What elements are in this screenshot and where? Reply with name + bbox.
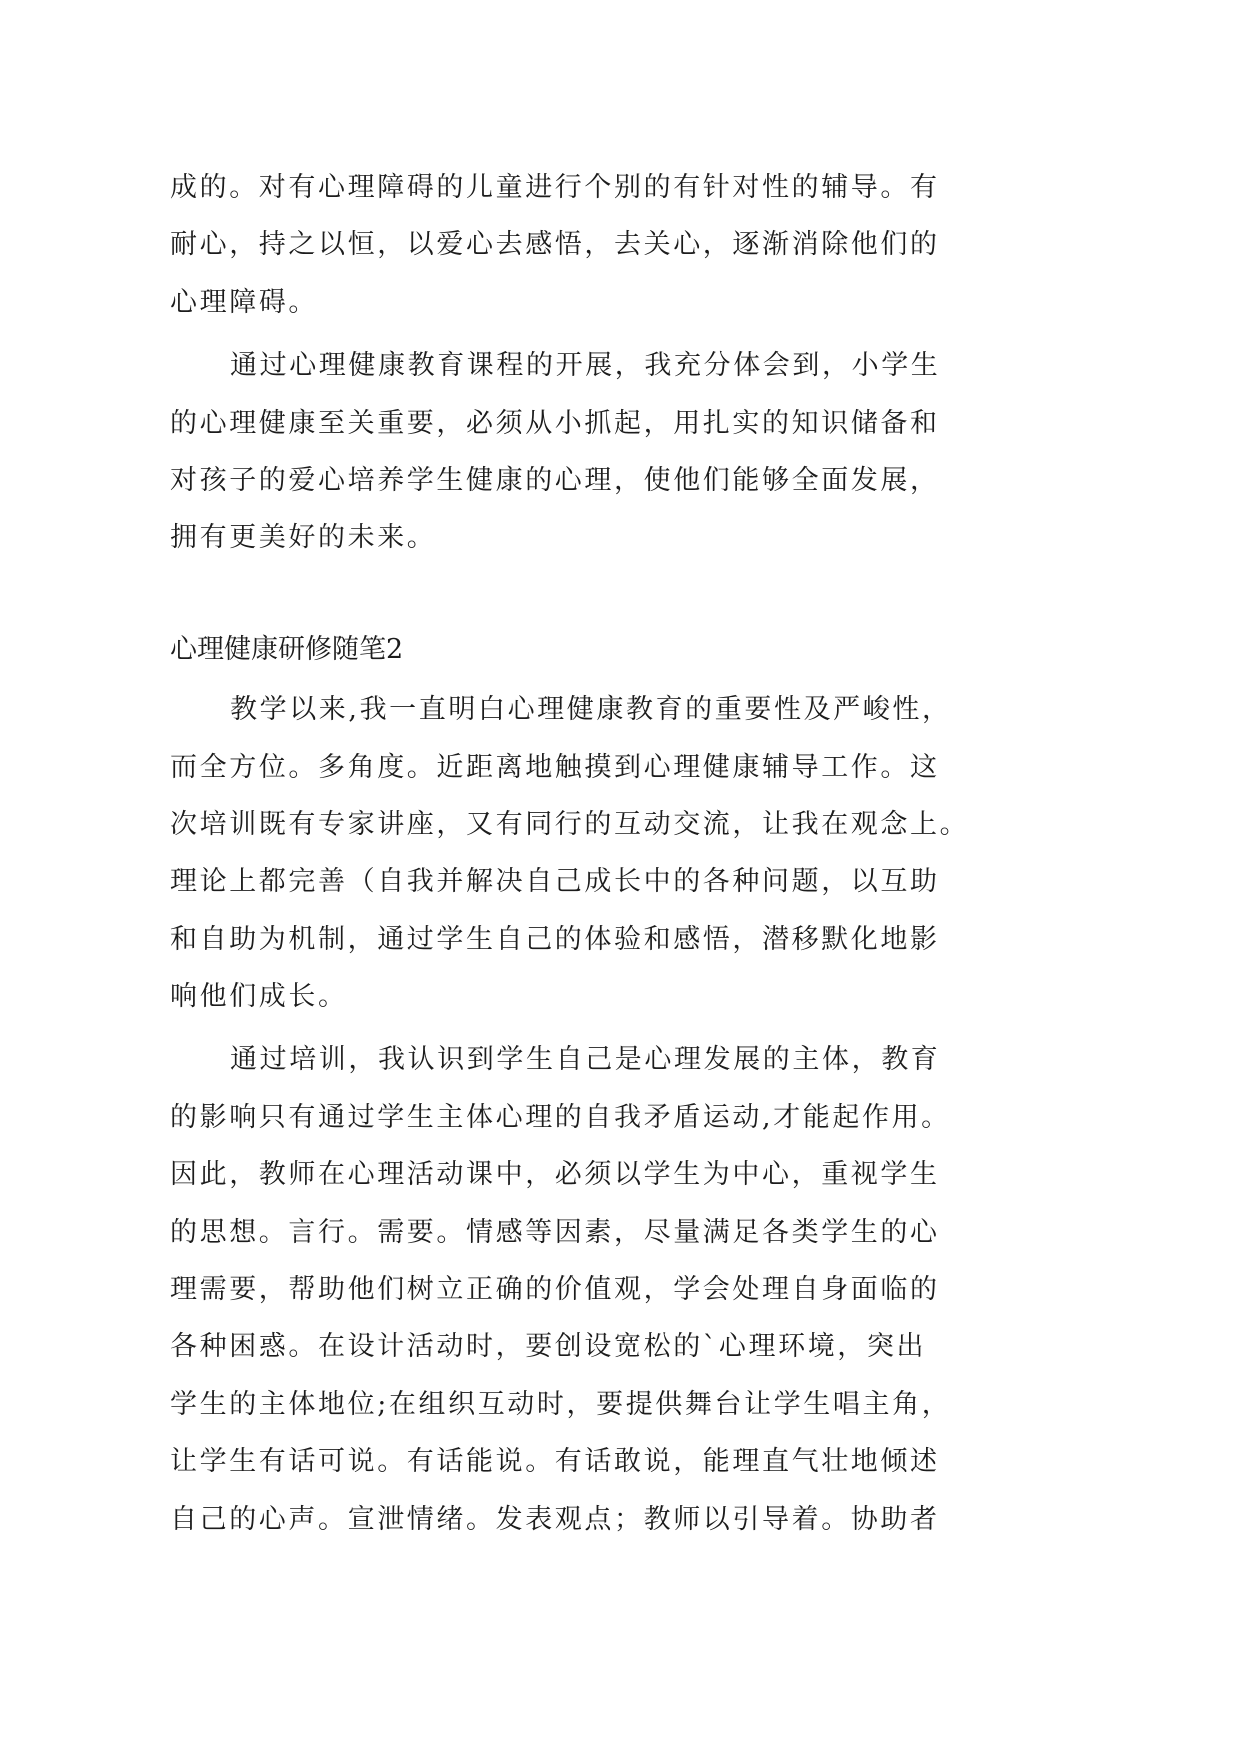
- paragraph-closing: [170, 337, 1030, 567]
- text-line: 通过培训，我认识到学生自己是心理发展的主体，教育: [230, 1044, 941, 1076]
- paragraph-continued: [170, 159, 1030, 331]
- text-line: 而全方位。多角度。近距离地触摸到心理健康辅导工作。这: [170, 751, 940, 783]
- text-line: 自己的心声。宣泄情绪。发表观点；教师以引导着。协助者: [170, 1503, 940, 1535]
- text-line: 的心理健康至关重要，必须从小抓起，用扎实的知识储备和: [170, 407, 940, 439]
- section-heading: 心理健康研修随笔2: [170, 633, 404, 665]
- text-line: 因此，教师在心理活动课中，必须以学生为中心，重视学生: [170, 1159, 940, 1191]
- document-body: [170, 159, 1030, 1548]
- text-line: 拥有更美好的未来。: [170, 522, 437, 554]
- text-line: 学生的主体地位;在组织互动时，要提供舞台让学生唱主角，: [170, 1388, 952, 1420]
- text-line: 的影响只有通过学生主体心理的自我矛盾运动,才能起作用。: [170, 1101, 951, 1133]
- text-line: 和自助为机制，通过学生自己的体验和感悟，潜移默化地影: [170, 923, 940, 955]
- text-line: 让学生有话可说。有话能说。有话敢说，能理直气壮地倾述: [170, 1446, 940, 1478]
- text-line: 对孩子的爱心培养学生健康的心理，使他们能够全面发展，: [170, 464, 940, 496]
- text-line: 通过心理健康教育课程的开展，我充分体会到，小学生: [230, 350, 941, 382]
- text-line: 教学以来,我一直明白心理健康教育的重要性及严峻性，: [230, 694, 952, 726]
- text-line: 理需要，帮助他们树立正确的价值观，学会处理自身面临的: [170, 1274, 940, 1306]
- text-line: 次培训既有专家讲座，又有同行的互动交流，让我在观念上。: [170, 808, 970, 840]
- text-line: 耐心，持之以恒，以爱心去感悟，去关心，逐渐消除他们的: [170, 229, 940, 261]
- text-line: 各种困惑。在设计活动时，要创设宽松的`心理环境，突出: [170, 1331, 927, 1363]
- paragraph: [170, 1031, 1030, 1548]
- text-line: 响他们成长。: [170, 981, 348, 1013]
- text-line: 成的。对有心理障碍的儿童进行个别的有针对性的辅导。有: [170, 172, 940, 203]
- paragraph: [170, 681, 1030, 1025]
- text-line: 的思想。言行。需要。情感等因素，尽量满足各类学生的心: [170, 1216, 940, 1248]
- text-line: 理论上都完善（自我并解决自己成长中的各种问题，以互助: [170, 866, 940, 898]
- text-line: 心理障碍。: [170, 286, 318, 318]
